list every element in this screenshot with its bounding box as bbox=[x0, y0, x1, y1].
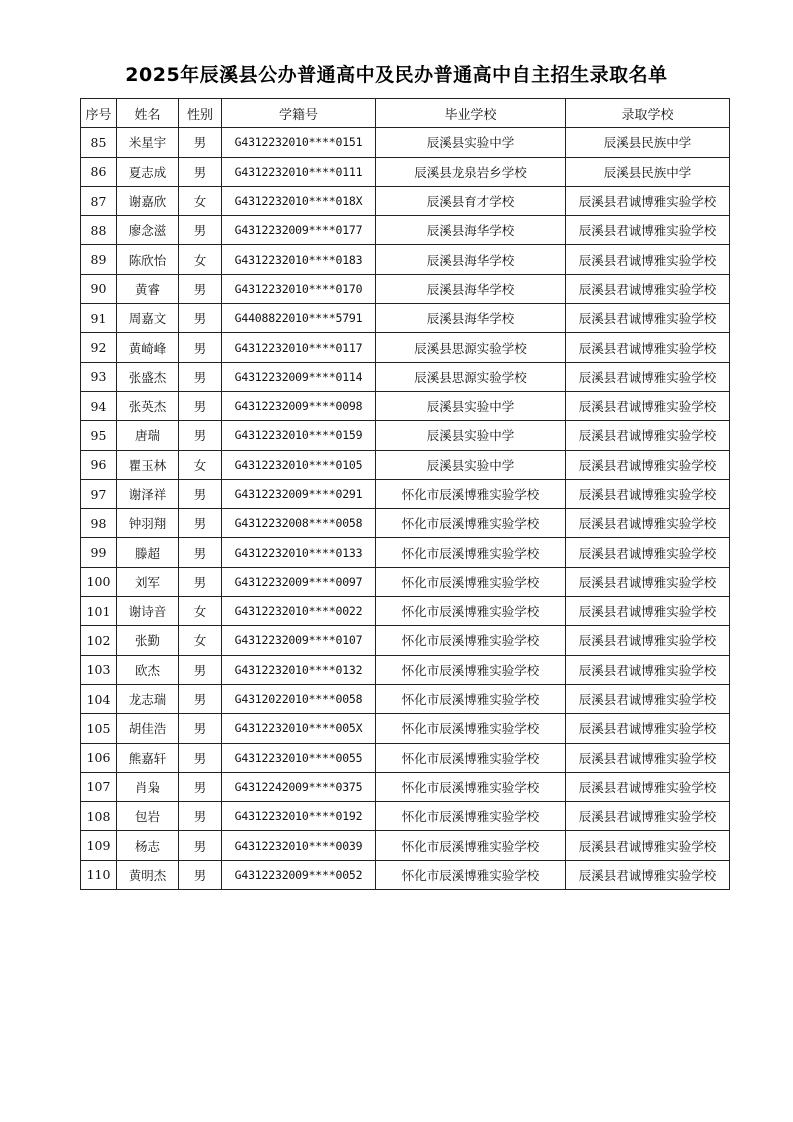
cell-index: 94 bbox=[81, 391, 117, 420]
cell-admitted-school: 辰溪县君诚博雅实验学校 bbox=[566, 450, 730, 479]
admission-table bbox=[80, 98, 730, 890]
cell-admitted-school: 辰溪县民族中学 bbox=[566, 128, 730, 157]
cell-student-id: G4312232010****0192 bbox=[222, 802, 376, 831]
cell-graduated-school: 怀化市辰溪博雅实验学校 bbox=[376, 538, 566, 567]
cell-graduated-school: 怀化市辰溪博雅实验学校 bbox=[376, 743, 566, 772]
cell-graduated-school: 辰溪县实验中学 bbox=[376, 128, 566, 157]
table-body bbox=[81, 128, 730, 890]
cell-admitted-school: 辰溪县君诚博雅实验学校 bbox=[566, 186, 730, 215]
cell-name: 黄睿 bbox=[117, 274, 179, 303]
cell-admitted-school: 辰溪县君诚博雅实验学校 bbox=[566, 567, 730, 596]
cell-index: 107 bbox=[81, 772, 117, 801]
cell-index: 93 bbox=[81, 362, 117, 391]
cell-gender: 男 bbox=[179, 860, 222, 889]
header-admitted-school: 录取学校 bbox=[566, 99, 730, 128]
table-row bbox=[81, 479, 730, 508]
cell-gender: 男 bbox=[179, 772, 222, 801]
cell-student-id: G4312232010****0151 bbox=[222, 128, 376, 157]
cell-admitted-school: 辰溪县君诚博雅实验学校 bbox=[566, 772, 730, 801]
cell-index: 102 bbox=[81, 626, 117, 655]
table-row bbox=[81, 362, 730, 391]
cell-admitted-school: 辰溪县君诚博雅实验学校 bbox=[566, 333, 730, 362]
cell-name: 张勤 bbox=[117, 626, 179, 655]
cell-name: 张盛杰 bbox=[117, 362, 179, 391]
cell-graduated-school: 辰溪县海华学校 bbox=[376, 304, 566, 333]
document-title: 2025年辰溪县公办普通高中及民办普通高中自主招生录取名单 bbox=[125, 64, 668, 86]
cell-student-id: G4312232010****0183 bbox=[222, 245, 376, 274]
table-row bbox=[81, 509, 730, 538]
table-row bbox=[81, 743, 730, 772]
cell-gender: 男 bbox=[179, 802, 222, 831]
cell-graduated-school: 怀化市辰溪博雅实验学校 bbox=[376, 479, 566, 508]
cell-name: 周嘉文 bbox=[117, 304, 179, 333]
cell-student-id: G4312232009****0098 bbox=[222, 391, 376, 420]
table-row bbox=[81, 567, 730, 596]
cell-name: 钟羽翔 bbox=[117, 509, 179, 538]
cell-gender: 女 bbox=[179, 450, 222, 479]
cell-index: 99 bbox=[81, 538, 117, 567]
cell-admitted-school: 辰溪县君诚博雅实验学校 bbox=[566, 626, 730, 655]
table-row bbox=[81, 772, 730, 801]
cell-gender: 男 bbox=[179, 538, 222, 567]
cell-student-id: G4312232010****0132 bbox=[222, 655, 376, 684]
cell-graduated-school: 辰溪县龙泉岩乡学校 bbox=[376, 157, 566, 186]
cell-name: 胡佳浩 bbox=[117, 714, 179, 743]
cell-student-id: G4312232010****0055 bbox=[222, 743, 376, 772]
cell-student-id: G4312232010****0117 bbox=[222, 333, 376, 362]
cell-admitted-school: 辰溪县君诚博雅实验学校 bbox=[566, 714, 730, 743]
table-row bbox=[81, 655, 730, 684]
cell-graduated-school: 怀化市辰溪博雅实验学校 bbox=[376, 714, 566, 743]
table-row bbox=[81, 538, 730, 567]
cell-index: 105 bbox=[81, 714, 117, 743]
cell-gender: 男 bbox=[179, 128, 222, 157]
cell-index: 101 bbox=[81, 597, 117, 626]
table-row bbox=[81, 245, 730, 274]
table-row bbox=[81, 274, 730, 303]
cell-name: 米星宇 bbox=[117, 128, 179, 157]
header-name: 姓名 bbox=[117, 99, 179, 128]
table-row bbox=[81, 860, 730, 889]
cell-student-id: G4312232010****0039 bbox=[222, 831, 376, 860]
cell-graduated-school: 怀化市辰溪博雅实验学校 bbox=[376, 802, 566, 831]
cell-index: 98 bbox=[81, 509, 117, 538]
header-student-id: 学籍号 bbox=[222, 99, 376, 128]
cell-graduated-school: 辰溪县海华学校 bbox=[376, 274, 566, 303]
table-row bbox=[81, 391, 730, 420]
header-index: 序号 bbox=[81, 99, 117, 128]
cell-admitted-school: 辰溪县君诚博雅实验学校 bbox=[566, 538, 730, 567]
cell-gender: 男 bbox=[179, 743, 222, 772]
cell-gender: 男 bbox=[179, 362, 222, 391]
cell-name: 张英杰 bbox=[117, 391, 179, 420]
table-row bbox=[81, 597, 730, 626]
cell-student-id: G4312232010****0105 bbox=[222, 450, 376, 479]
cell-admitted-school: 辰溪县君诚博雅实验学校 bbox=[566, 802, 730, 831]
cell-admitted-school: 辰溪县民族中学 bbox=[566, 157, 730, 186]
cell-gender: 女 bbox=[179, 245, 222, 274]
cell-index: 87 bbox=[81, 186, 117, 215]
cell-gender: 男 bbox=[179, 157, 222, 186]
table-row bbox=[81, 128, 730, 157]
table-row bbox=[81, 831, 730, 860]
cell-graduated-school: 辰溪县思源实验学校 bbox=[376, 362, 566, 391]
table-row bbox=[81, 684, 730, 713]
table-row bbox=[81, 216, 730, 245]
cell-admitted-school: 辰溪县君诚博雅实验学校 bbox=[566, 684, 730, 713]
header-graduated-school: 毕业学校 bbox=[376, 99, 566, 128]
table-row bbox=[81, 421, 730, 450]
table-row bbox=[81, 626, 730, 655]
cell-index: 104 bbox=[81, 684, 117, 713]
cell-student-id: G4312232010****0133 bbox=[222, 538, 376, 567]
cell-student-id: G4312232010****0170 bbox=[222, 274, 376, 303]
cell-name: 龙志瑞 bbox=[117, 684, 179, 713]
cell-student-id: G4312242009****0375 bbox=[222, 772, 376, 801]
cell-name: 谢泽祥 bbox=[117, 479, 179, 508]
cell-name: 陈欣怡 bbox=[117, 245, 179, 274]
cell-admitted-school: 辰溪县君诚博雅实验学校 bbox=[566, 274, 730, 303]
cell-gender: 男 bbox=[179, 714, 222, 743]
cell-graduated-school: 怀化市辰溪博雅实验学校 bbox=[376, 684, 566, 713]
cell-gender: 男 bbox=[179, 655, 222, 684]
cell-name: 杨志 bbox=[117, 831, 179, 860]
table-row bbox=[81, 186, 730, 215]
cell-gender: 男 bbox=[179, 567, 222, 596]
cell-index: 97 bbox=[81, 479, 117, 508]
cell-graduated-school: 辰溪县思源实验学校 bbox=[376, 333, 566, 362]
cell-index: 109 bbox=[81, 831, 117, 860]
cell-graduated-school: 怀化市辰溪博雅实验学校 bbox=[376, 772, 566, 801]
cell-index: 110 bbox=[81, 860, 117, 889]
table-header-row bbox=[81, 99, 730, 128]
cell-graduated-school: 怀化市辰溪博雅实验学校 bbox=[376, 655, 566, 684]
cell-student-id: G4312232010****005X bbox=[222, 714, 376, 743]
table-row bbox=[81, 450, 730, 479]
cell-student-id: G4312232009****0052 bbox=[222, 860, 376, 889]
cell-index: 86 bbox=[81, 157, 117, 186]
cell-index: 92 bbox=[81, 333, 117, 362]
cell-gender: 男 bbox=[179, 274, 222, 303]
cell-index: 96 bbox=[81, 450, 117, 479]
cell-graduated-school: 辰溪县实验中学 bbox=[376, 391, 566, 420]
cell-index: 100 bbox=[81, 567, 117, 596]
cell-graduated-school: 怀化市辰溪博雅实验学校 bbox=[376, 597, 566, 626]
cell-graduated-school: 辰溪县海华学校 bbox=[376, 245, 566, 274]
cell-name: 包岩 bbox=[117, 802, 179, 831]
cell-gender: 女 bbox=[179, 186, 222, 215]
table-row bbox=[81, 304, 730, 333]
cell-gender: 男 bbox=[179, 509, 222, 538]
cell-student-id: G4312232010****0022 bbox=[222, 597, 376, 626]
cell-graduated-school: 辰溪县海华学校 bbox=[376, 216, 566, 245]
cell-student-id: G4312232009****0107 bbox=[222, 626, 376, 655]
cell-admitted-school: 辰溪县君诚博雅实验学校 bbox=[566, 597, 730, 626]
cell-admitted-school: 辰溪县君诚博雅实验学校 bbox=[566, 860, 730, 889]
cell-index: 90 bbox=[81, 274, 117, 303]
cell-name: 唐瑞 bbox=[117, 421, 179, 450]
cell-graduated-school: 辰溪县育才学校 bbox=[376, 186, 566, 215]
cell-admitted-school: 辰溪县君诚博雅实验学校 bbox=[566, 391, 730, 420]
cell-name: 瞿玉林 bbox=[117, 450, 179, 479]
cell-admitted-school: 辰溪县君诚博雅实验学校 bbox=[566, 362, 730, 391]
cell-gender: 男 bbox=[179, 684, 222, 713]
cell-student-id: G4312232009****0097 bbox=[222, 567, 376, 596]
cell-gender: 女 bbox=[179, 626, 222, 655]
cell-gender: 男 bbox=[179, 479, 222, 508]
cell-gender: 男 bbox=[179, 831, 222, 860]
table-row bbox=[81, 157, 730, 186]
cell-admitted-school: 辰溪县君诚博雅实验学校 bbox=[566, 304, 730, 333]
cell-student-id: G4408822010****5791 bbox=[222, 304, 376, 333]
cell-index: 106 bbox=[81, 743, 117, 772]
cell-admitted-school: 辰溪县君诚博雅实验学校 bbox=[566, 655, 730, 684]
cell-index: 91 bbox=[81, 304, 117, 333]
cell-admitted-school: 辰溪县君诚博雅实验学校 bbox=[566, 216, 730, 245]
table-row bbox=[81, 333, 730, 362]
cell-name: 肖枭 bbox=[117, 772, 179, 801]
cell-admitted-school: 辰溪县君诚博雅实验学校 bbox=[566, 479, 730, 508]
cell-name: 夏志成 bbox=[117, 157, 179, 186]
cell-graduated-school: 怀化市辰溪博雅实验学校 bbox=[376, 831, 566, 860]
cell-graduated-school: 怀化市辰溪博雅实验学校 bbox=[376, 509, 566, 538]
cell-graduated-school: 怀化市辰溪博雅实验学校 bbox=[376, 626, 566, 655]
cell-gender: 男 bbox=[179, 391, 222, 420]
cell-gender: 男 bbox=[179, 333, 222, 362]
cell-student-id: G4312022010****0058 bbox=[222, 684, 376, 713]
cell-name: 谢诗音 bbox=[117, 597, 179, 626]
cell-student-id: G4312232008****0058 bbox=[222, 509, 376, 538]
cell-admitted-school: 辰溪县君诚博雅实验学校 bbox=[566, 509, 730, 538]
cell-graduated-school: 怀化市辰溪博雅实验学校 bbox=[376, 860, 566, 889]
cell-name: 熊嘉轩 bbox=[117, 743, 179, 772]
cell-index: 89 bbox=[81, 245, 117, 274]
cell-student-id: G4312232009****0114 bbox=[222, 362, 376, 391]
cell-name: 廖念滋 bbox=[117, 216, 179, 245]
cell-graduated-school: 怀化市辰溪博雅实验学校 bbox=[376, 567, 566, 596]
cell-admitted-school: 辰溪县君诚博雅实验学校 bbox=[566, 421, 730, 450]
cell-graduated-school: 辰溪县实验中学 bbox=[376, 450, 566, 479]
cell-name: 滕超 bbox=[117, 538, 179, 567]
cell-gender: 男 bbox=[179, 421, 222, 450]
table-row bbox=[81, 714, 730, 743]
cell-student-id: G4312232009****0291 bbox=[222, 479, 376, 508]
cell-index: 88 bbox=[81, 216, 117, 245]
cell-admitted-school: 辰溪县君诚博雅实验学校 bbox=[566, 831, 730, 860]
cell-index: 108 bbox=[81, 802, 117, 831]
cell-admitted-school: 辰溪县君诚博雅实验学校 bbox=[566, 743, 730, 772]
cell-name: 欧杰 bbox=[117, 655, 179, 684]
cell-index: 103 bbox=[81, 655, 117, 684]
cell-index: 85 bbox=[81, 128, 117, 157]
cell-gender: 女 bbox=[179, 597, 222, 626]
cell-student-id: G4312232009****0177 bbox=[222, 216, 376, 245]
cell-admitted-school: 辰溪县君诚博雅实验学校 bbox=[566, 245, 730, 274]
cell-index: 95 bbox=[81, 421, 117, 450]
cell-graduated-school: 辰溪县实验中学 bbox=[376, 421, 566, 450]
header-gender: 性别 bbox=[179, 99, 222, 128]
cell-name: 谢嘉欣 bbox=[117, 186, 179, 215]
cell-gender: 男 bbox=[179, 304, 222, 333]
cell-name: 刘军 bbox=[117, 567, 179, 596]
table-row bbox=[81, 802, 730, 831]
cell-name: 黄明杰 bbox=[117, 860, 179, 889]
cell-student-id: G4312232010****0111 bbox=[222, 157, 376, 186]
cell-student-id: G4312232010****0159 bbox=[222, 421, 376, 450]
cell-name: 黄崎峰 bbox=[117, 333, 179, 362]
cell-gender: 男 bbox=[179, 216, 222, 245]
cell-student-id: G4312232010****018X bbox=[222, 186, 376, 215]
